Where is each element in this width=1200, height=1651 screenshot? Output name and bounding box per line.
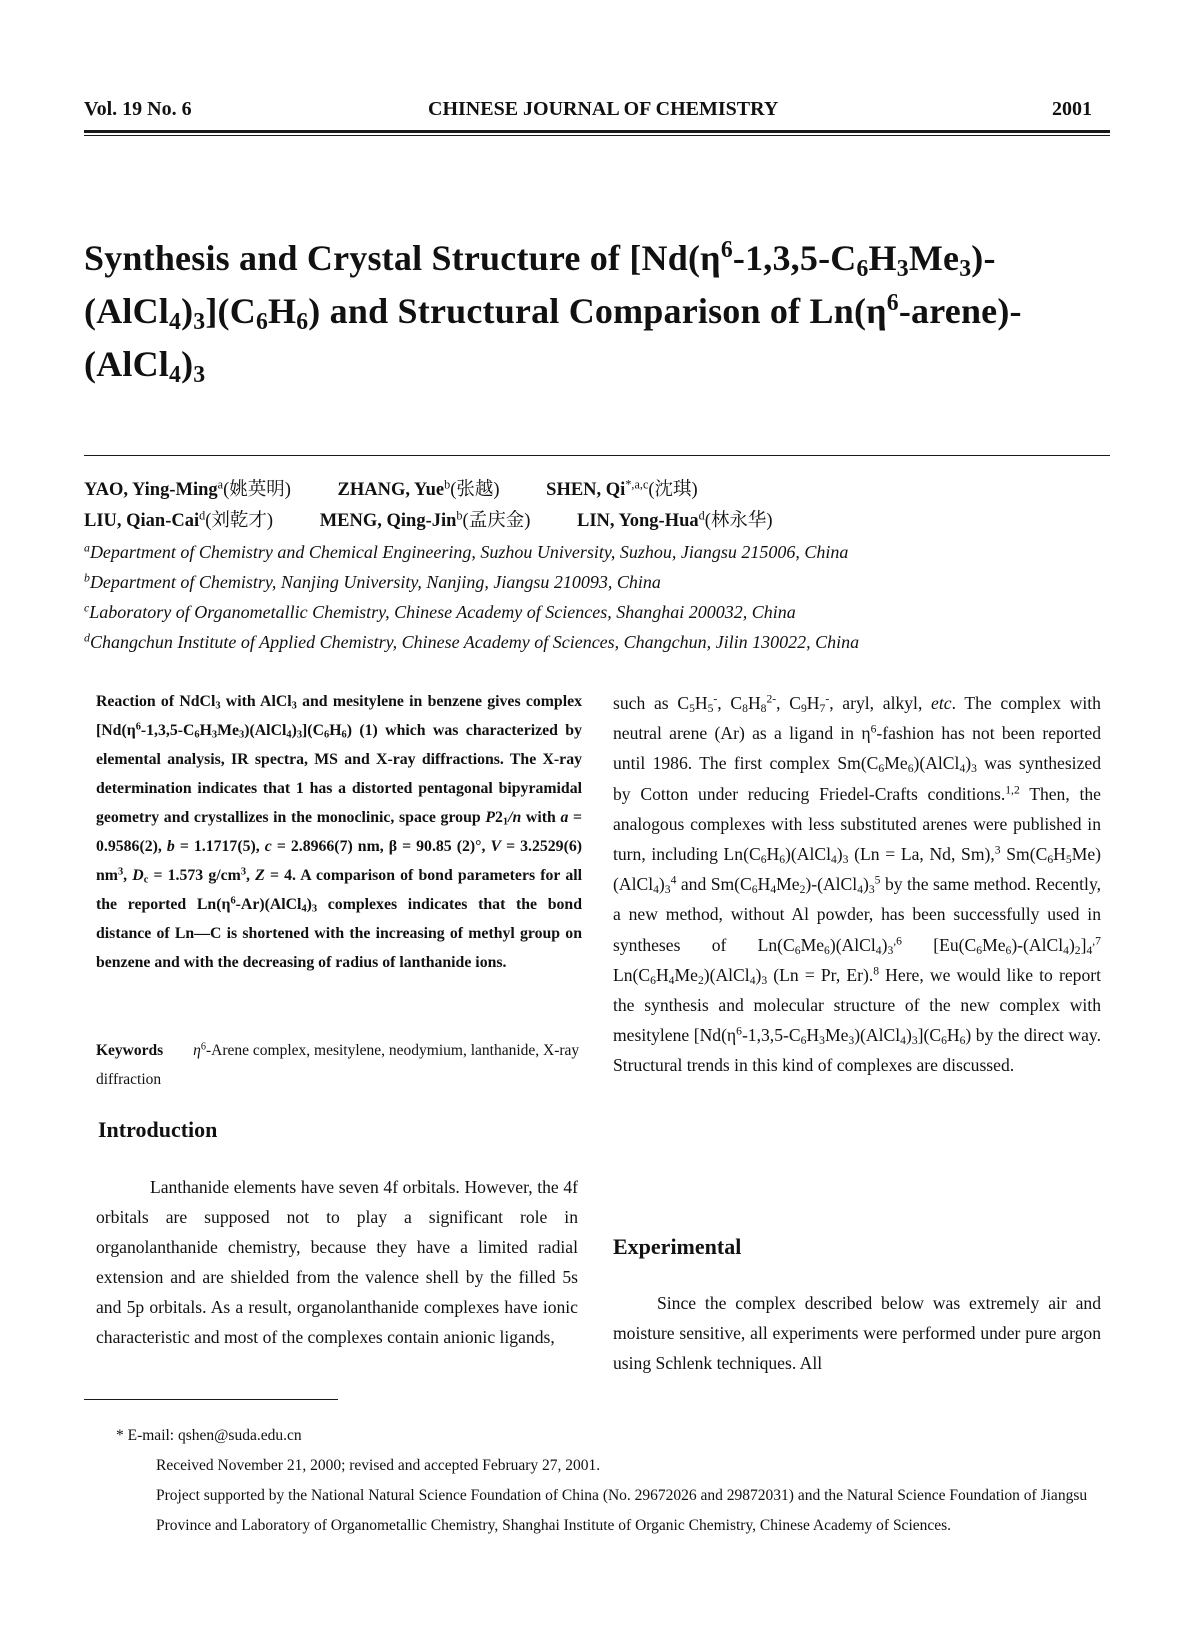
affiliation: $^c$Laboratory of Organometallic Chemistry, Chinese Academy of Sciences, Shanghai 200032, China — [84, 600, 796, 622]
footnote-rule — [84, 1399, 338, 1400]
section-heading-experimental: Experimental — [613, 1234, 742, 1259]
page-number: 2001 — [1052, 98, 1092, 120]
author-line-1 — [84, 475, 1124, 506]
affiliation: $^d$Changchun Institute of Applied Chemistry, Chinese Academy of Sciences, Changchun, Jilin 130022, China — [84, 630, 860, 652]
journal-name: CHINESE JOURNAL OF CHEMISTRY — [428, 98, 779, 120]
author-line-2 — [84, 506, 1124, 537]
volume-issue: Vol. 19 No. 6 — [84, 98, 192, 120]
affiliation: $^a$Department of Chemistry and Chemical Engineering, Suzhou University, Suzhou, Jiangsu 215006, China — [84, 540, 849, 562]
author: MENG, Qing-Jin$^b$(孟庆金) — [319, 508, 531, 531]
introduction-continued: such as $C_5H_5^-$, $C_8H_8^{2-}$, $C_9H_7^-$, aryl, alkyl, etc. The complex with neutral arene (Ar) as a ligand in $\eta^6$-fashion has not been reported until 1986. The first complex $Sm(C_6Me_6)(AlCl_4)_3$ was synthesized by Cotton under reducing Friedel-Crafts conditions.$^{1,2}$ Then, the analogous complexes with less substituted arenes were published in turn, including $Ln(C_6H_6)(AlCl_4)_3$ (Ln = La, Nd, Sm),$^3$ $Sm(C_6H_5Me)(AlCl_4)_3^4$ and $Sm(C_6H_4Me_2)-(AlCl_4)_3^5$ by the same method. Recently, a new method, without Al powder, has been successfully used in syntheses of $Ln(C_6Me_6)(AlCl_4)_3^{,6}$ $[Eu(C_6Me_6)-(AlCl_4)_2]_4^{,7}$ $Ln(C_6H_4Me_2)(AlCl_4)_3$ (Ln = Pr, Er).$^8$ Here, we would like to report the synthesis and molecular structure of the new complex with mesitylene $[Nd(\eta^6-1,3,5-C_6H_3Me_3)(AlCl_4)_3](C_6H_6)$ by the direct way. Structural trends in this kind of complexes are discussed. — [613, 692, 1101, 1076]
header-rule-thin — [84, 135, 1110, 136]
keywords: Keywords $\eta^6$-Arene complex, mesitylene, neodymium, lanthanide, X-ray diffraction — [96, 1041, 580, 1088]
article-title: Synthesis and Crystal Structure of $[Nd(\eta^6-1,3,5-C_6H_3Me_3)-(AlCl_4)_3](C_6H_6)$ and Structural Comparison of $Ln(\eta^6-arene)-(AlCl_4)_3$ — [84, 236, 1022, 388]
footnote-received: Received November 21, 2000; revised and accepted February 27, 2001. — [156, 1457, 601, 1474]
author: SHEN, $Qi^{*,a,c}$(沈琪) — [546, 477, 698, 500]
author: LIN, Yong-Hua$^d$(林永华) — [576, 508, 773, 531]
footnotes — [116, 1421, 1114, 1541]
author: YAO, Ying-Ming$^a$(姚英明) — [84, 477, 291, 500]
abstract: Reaction of NdCl$_3$ with AlCl$_3$ and mesitylene in benzene gives complex $[Nd(\eta^6-1,3,5-C_6H_3Me_3)(AlCl_4)_3](C_6H_6)$ (1) which was characterized by elemental analysis, IR spectra, MS and X-ray diffractions. The X-ray determination indicates that 1 has a distorted pentagonal bipyramidal geometry and crystallizes in the monoclinic, space group $P2_1/n$ with a = 0.9586(2), b = 1.1717(5), c = 2.8966(7) nm, β = 90.85 (2)°, V = 3.2529(6) $nm^3$, $D_c = 1.573$ $g/cm^3$, Z = 4. A comparison of bond parameters for all the reported $Ln(\eta^6-Ar)(AlCl_4)_3$ complexes indicates that the bond distance of Ln—C is shortened with the increasing of methyl group on benzene and with the decreasing of radius of lanthanide ions. — [96, 693, 583, 971]
author: LIU, Qian-Cai$^d$(刘乾才) — [84, 508, 274, 531]
title-rule — [84, 455, 1110, 456]
footnote-project: Project supported by the National Natural Science Foundation of China (No. 29672026 and 29872031) and the Natural Science Foundation of Jiangsu Province and Laboratory of Organometallic Chemistry, Shanghai Institute of Organic Chemistry, Chinese Academy of Sciences. — [156, 1487, 1088, 1534]
experimental-paragraph: Since the complex described below was extremely air and moisture sensitive, all experiments were performed under pure argon using Schlenk techniques. All — [613, 1293, 1101, 1373]
introduction-paragraph: Lanthanide elements have seven 4f orbitals. However, the 4f orbitals are supposed not to play a significant role in organolanthanide chemistry, because they have a limited radial extension and are shielded from the valence shell by the filled 5s and 5p orbitals. As a result, organolanthanide complexes have ionic characteristic and most of the complexes contain anionic ligands, — [96, 1177, 578, 1347]
header-rule — [84, 130, 1110, 133]
keywords-label: Keywords — [96, 1042, 164, 1059]
section-heading-introduction: Introduction — [98, 1117, 218, 1142]
footnote-email: * E-mail: qshen@suda.edu.cn — [116, 1427, 302, 1444]
author: ZHANG, Yue$^b$(张越) — [337, 477, 500, 500]
affiliation: $^b$Department of Chemistry, Nanjing University, Nanjing, Jiangsu 210093, China — [84, 570, 661, 592]
author-block — [84, 475, 1124, 657]
